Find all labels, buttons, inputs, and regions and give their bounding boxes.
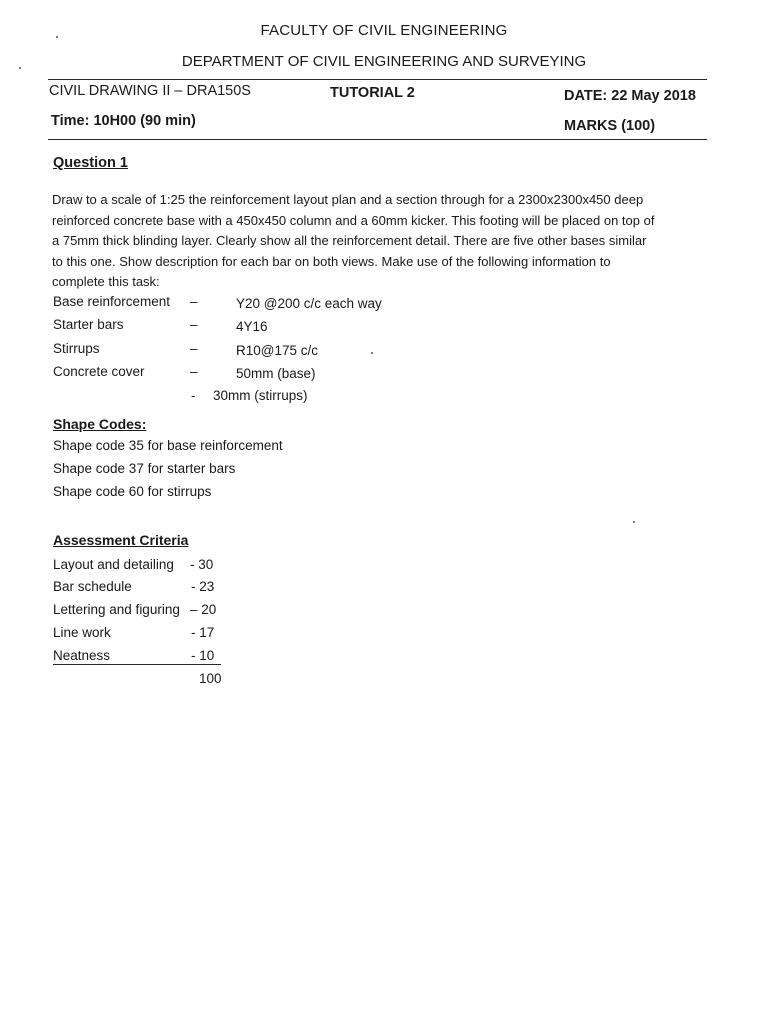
spec-value: 50mm (base) [236,366,316,381]
total-underline [53,664,221,665]
criterion-label: Line work [53,625,111,640]
assessment-title: Assessment Criteria [53,532,189,548]
spec-label: Stirrups [53,341,100,356]
spec-dash: – [190,294,198,309]
shape-codes-title: Shape Codes: [53,416,147,432]
header-bottom-rule [48,139,707,140]
spec-label: Starter bars [53,317,124,332]
shape-code-line: Shape code 37 for starter bars [53,461,236,476]
shape-code-line: Shape code 60 for stirrups [53,484,212,499]
faculty-heading: FACULTY OF CIVIL ENGINEERING [260,22,508,39]
question-line: Draw to a scale of 1:25 the reinforcement layout plan and a section through for a 2300x2300x450 deep [52,192,644,207]
criterion-mark: - 17 [191,625,215,640]
assessment-total: 100 [199,671,222,686]
question-line: complete this task: [52,274,160,289]
criterion-mark: – 20 [190,602,217,617]
total-marks: MARKS (100) [564,118,656,134]
criterion-label: Layout and detailing [53,557,174,572]
criterion-label: Lettering and figuring [53,602,180,617]
course-code: CIVIL DRAWING II – DRA150S [49,83,251,99]
question-line: reinforced concrete base with a 450x450 column and a 60mm kicker. This footing will be placed on top of [52,212,655,228]
spec-label: Concrete cover [53,364,145,379]
spec-dash: – [190,317,198,332]
spec-dash: – [190,341,198,356]
department-heading: DEPARTMENT OF CIVIL ENGINEERING AND SURVEYING [181,53,587,70]
scan-speck [371,352,373,354]
spec-label: Base reinforcement [53,294,171,309]
tutorial-number: TUTORIAL 2 [330,85,415,101]
criterion-mark: - 23 [191,579,215,594]
question-line: to this one. Show description for each bar on both views. Make use of the following information to [52,253,611,269]
criterion-mark: - 30 [190,557,214,572]
shape-code-line: Shape code 35 for base reinforcement [53,438,283,453]
criterion-label: Neatness [53,648,111,663]
question-line: a 75mm thick blinding layer. Clearly show all the reinforcement detail. There are five other bases similar [52,233,647,248]
spec-dash: - [191,388,196,403]
spec-value: 4Y16 [236,319,268,334]
header-top-rule [48,79,707,80]
tutorial-date: DATE: 22 May 2018 [564,88,696,104]
criterion-label: Bar schedule [53,579,132,594]
spec-value: 30mm (stirrups) [213,388,308,403]
question-title: Question 1 [53,155,128,171]
scan-speck [633,521,635,523]
criterion-mark: - 10 [191,648,215,663]
spec-value: Y20 @200 c/c each way [236,296,382,311]
spec-value: R10@175 c/c [236,343,318,358]
question-text [52,190,722,293]
time-allowed: Time: 10H00 (90 min) [51,113,196,129]
spec-dash: – [190,364,198,379]
